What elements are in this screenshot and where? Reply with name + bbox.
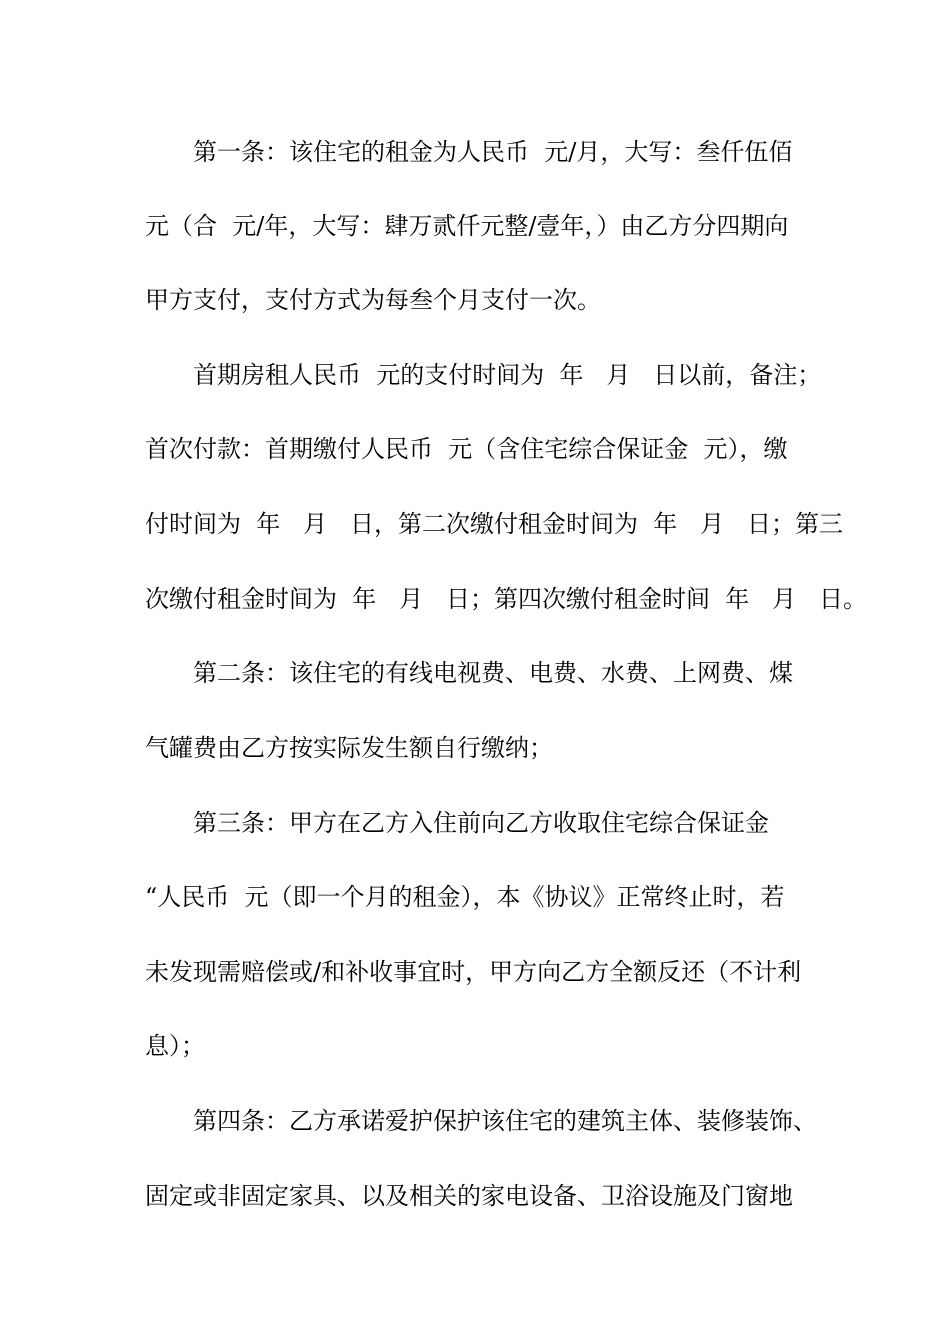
text-line: “人民币 元（即一个月的租金），本《协议》正常终止时，若: [145, 883, 785, 911]
text-line: 固定或非固定家具、以及相关的家电设备、卫浴设施及门窗地: [145, 1182, 793, 1210]
text-line: 第四条：乙方承诺爱护保护该住宅的建筑主体、装修装饰、: [193, 1107, 817, 1135]
text-line: 首期房租人民币 元的支付时间为 年 月 日以前，备注；: [193, 361, 822, 389]
text-line: 未发现需赔偿或/和补收事宜时，甲方向乙方全额反还（不计利: [145, 958, 802, 986]
text-line: 息）；: [145, 1032, 205, 1060]
text-line: 第一条：该住宅的租金为人民币 元/月，大写：叁仟伍佰: [193, 138, 793, 166]
text-line: 次缴付租金时间为 年 月 日；第四次缴付租金时间 年 月 日。: [145, 585, 868, 613]
text-line: 首次付款：首期缴付人民币 元（含住宅综合保证金 元），缴: [145, 435, 788, 463]
text-line: 第三条：甲方在乙方入住前向乙方收取住宅综合保证金: [193, 809, 769, 837]
text-line: 气罐费由乙方按实际发生额自行缴纳；: [145, 734, 553, 762]
text-line: 付时间为 年 月 日，第二次缴付租金时间为 年 月 日；第三: [145, 510, 844, 538]
text-line: 元（合 元/年，大写：肆万贰仟元整/壹年，）由乙方分四期向: [145, 212, 789, 240]
text-line: 甲方支付，支付方式为每叁个月支付一次。: [145, 286, 601, 314]
text-line: 第二条：该住宅的有线电视费、电费、水费、上网费、煤: [193, 659, 793, 687]
